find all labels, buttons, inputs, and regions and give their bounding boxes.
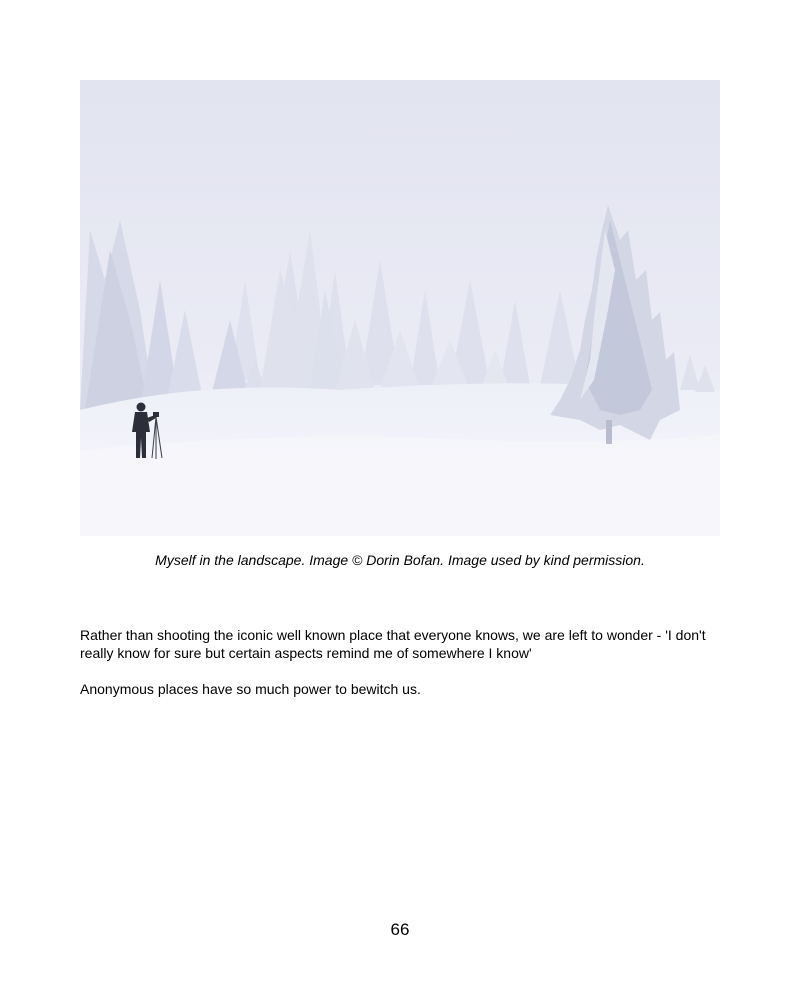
photo-illustration — [80, 80, 720, 536]
page-number: 66 — [390, 920, 410, 939]
figure-caption: Myself in the landscape. Image © Dorin Bofan. Image used by kind permission. — [155, 552, 645, 568]
snowy-landscape-photo — [80, 80, 720, 536]
paragraph-1: Rather than shooting the iconic well known place that everyone knows, we are left to wonder - 'I don't really know for sure but certain aspects remind me of somewhere I know' — [80, 627, 706, 661]
foreground-snow — [80, 435, 720, 536]
body-text — [80, 626, 720, 716]
paragraph-2: Anonymous places have so much power to bewitch us. — [80, 681, 421, 697]
